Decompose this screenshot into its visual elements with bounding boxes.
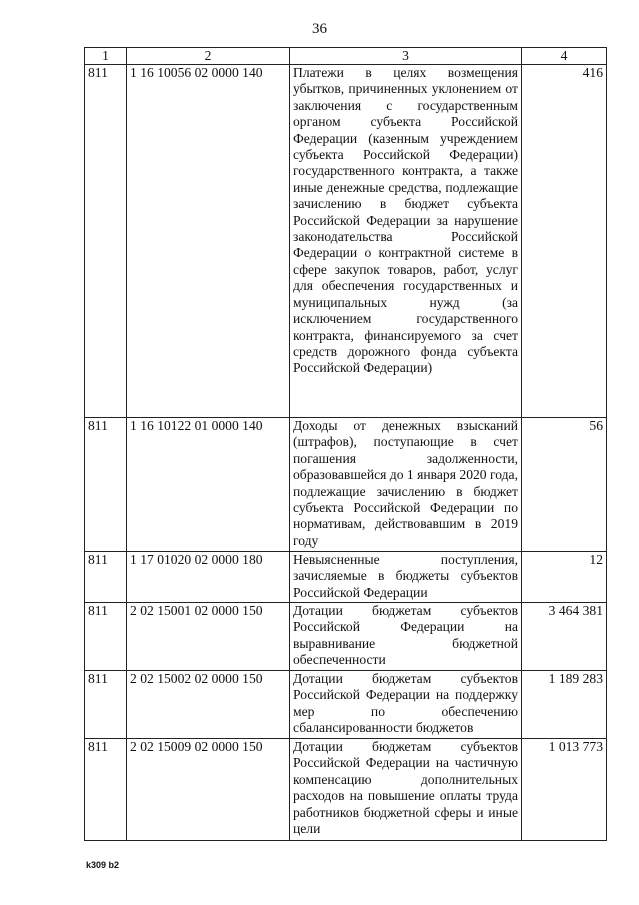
budget-revenue-table (84, 47, 607, 841)
table-row (85, 418, 607, 552)
admin-code-cell: 811 (85, 418, 127, 552)
table-row (85, 671, 607, 739)
table-row (85, 552, 607, 603)
amount-cell: 12 (522, 552, 607, 603)
header-col-1: 1 (85, 48, 127, 65)
table-row (85, 65, 607, 418)
revenue-name-cell: Доходы от денежных взысканий (штрафов), поступающие в счет погашения задолженности, образовавшейся до 1 января 2020 года, подлежащие зачислению в бюджет субъекта Российской Федерации по нормативам, действовавшим в 2019 году (290, 418, 522, 552)
budget-code-cell: 2 02 15002 02 0000 150 (127, 671, 290, 739)
amount-cell: 416 (522, 65, 607, 418)
budget-code-cell: 1 17 01020 02 0000 180 (127, 552, 290, 603)
amount-cell: 1 189 283 (522, 671, 607, 739)
revenue-name-cell: Дотации бюджетам субъектов Российской Федерации на частичную компенсацию дополнительных расходов на повышение оплаты труда работников бюджетной сферы и иные цели (290, 739, 522, 841)
amount-cell: 56 (522, 418, 607, 552)
header-col-3: 3 (290, 48, 522, 65)
budget-code-cell: 2 02 15009 02 0000 150 (127, 739, 290, 841)
admin-code-cell: 811 (85, 552, 127, 603)
admin-code-cell: 811 (85, 65, 127, 418)
table-row (85, 739, 607, 841)
header-col-2: 2 (127, 48, 290, 65)
budget-code-cell: 2 02 15001 02 0000 150 (127, 603, 290, 671)
admin-code-cell: 811 (85, 671, 127, 739)
revenue-name-cell: Невыясненные поступления, зачисляемые в бюджеты субъектов Российской Федерации (290, 552, 522, 603)
revenue-name-cell: Дотации бюджетам субъектов Российской Федерации на выравнивание бюджетной обеспеченности (290, 603, 522, 671)
budget-code-cell: 1 16 10122 01 0000 140 (127, 418, 290, 552)
admin-code-cell: 811 (85, 603, 127, 671)
table-row (85, 603, 607, 671)
admin-code-cell: 811 (85, 739, 127, 841)
budget-code-cell: 1 16 10056 02 0000 140 (127, 65, 290, 418)
header-col-4: 4 (522, 48, 607, 65)
table-header-row (85, 48, 607, 65)
revenue-name-cell: Платежи в целях возмещения убытков, причиненных уклонением от заключения с государственным органом субъекта Российской Федерации (казенным учреждением субъекта Российской Федерации) государственного контракта, а также иные денежные средства, подлежащие зачислению в бюджет субъекта Российской Федерации за нарушение законодательства Российской Федерации о контрактной системе в сфере закупок товаров, работ, услуг для обеспечения государственных и муниципальных нужд (за исключением государственного контракта, финансируемого за счет средств дорожного фонда субъекта Российской Федерации) (290, 65, 522, 418)
amount-cell: 3 464 381 (522, 603, 607, 671)
revenue-name-cell: Дотации бюджетам субъектов Российской Федерации на поддержку мер по обеспечению сбалансированности бюджетов (290, 671, 522, 739)
amount-cell: 1 013 773 (522, 739, 607, 841)
page-number: 36 (312, 21, 327, 37)
document-footer-code: k309 b2 (86, 860, 120, 870)
